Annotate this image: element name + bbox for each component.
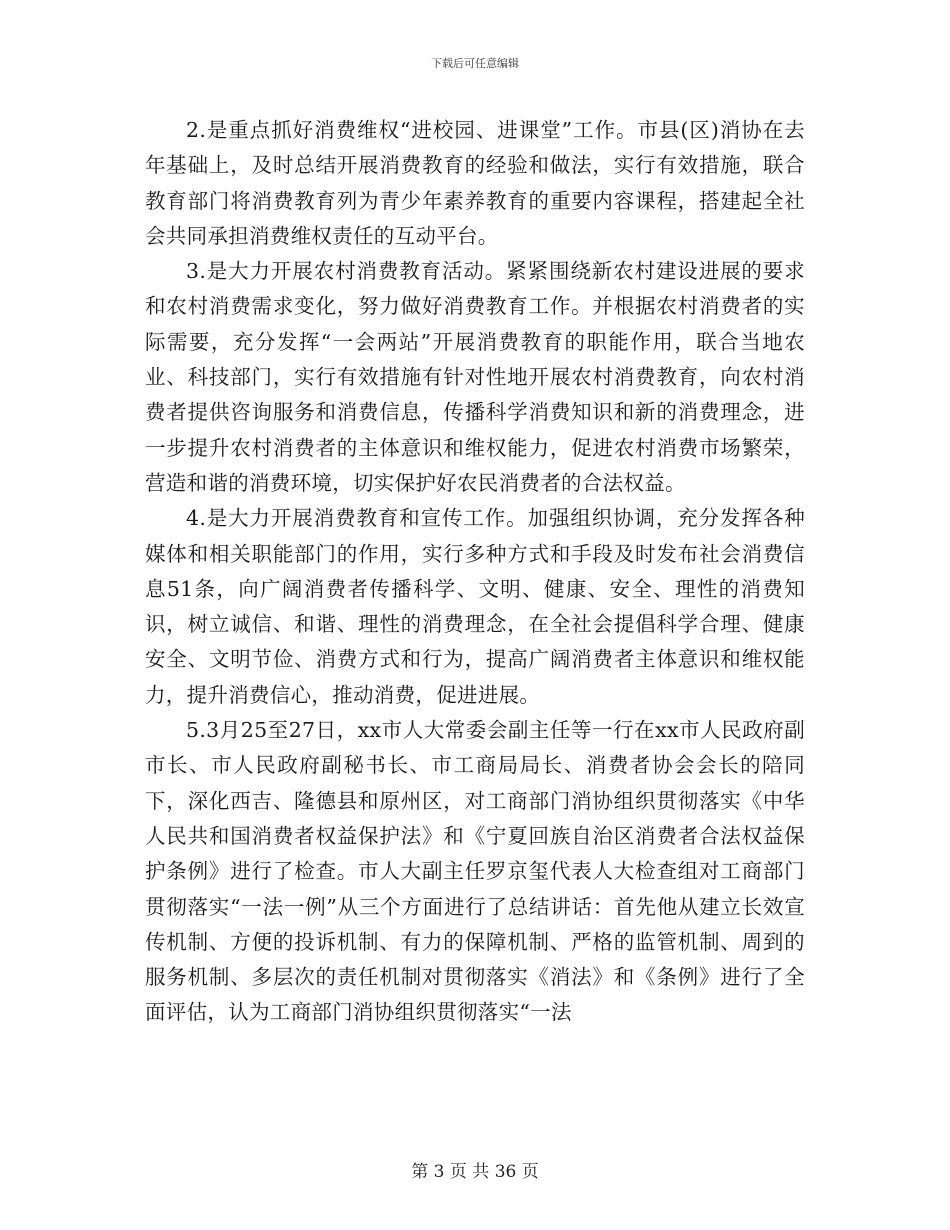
header-note: 下载后可任意编辑	[431, 57, 519, 70]
paragraph-item-5: 5.3月25至27日，xx市人大常委会副主任等一行在xx市人民政府副市长、市人民政府副秘书长、市工商局局长、消费者协会会长的陪同下，深化西吉、隆德县和原州区，对工商部门消协组织贯彻落实《中华人民共和国消费者权益保护法》和《宁夏回族自治区消费者合法权益保护条例》进行了检查。市人大副主任罗京玺代表人大检查组对工商部门贯彻落实“一法一例”从三个方面进行了总结讲话：首先他从建立长效宣传机制、方便的投诉机制、有力的保障机制、严格的监管机制、周到的服务机制、多层次的责任机制对贯彻落实《消法》和《条例》进行了全面评估，认为工商部门消协组织贯彻落实“一法	[145, 718, 805, 1025]
page-number: 第 3 页 共 36 页	[411, 1162, 539, 1182]
document-body	[145, 113, 805, 1031]
paragraph-item-3: 3.是大力开展农村消费教育活动。紧紧围绕新农村建设进展的要求和农村消费需求变化，努力做好消费教育工作。并根据农村消费者的实际需要，充分发挥“一会两站”开展消费教育的职能作用，联合当地农业、科技部门，实行有效措施有针对性地开展农村消费教育，向农村消费者提供咨询服务和消费信息，传播科学消费知识和新的消费理念，进一步提升农村消费者的主体意识和维权能力，促进农村消费市场繁荣，营造和谐的消费环境，切实保护好农民消费者的合法权益。	[145, 259, 805, 495]
paragraph-item-4: 4.是大力开展消费教育和宣传工作。加强组织协调，充分发挥各种媒体和相关职能部门的作用，实行多种方式和手段及时发布社会消费信息51条，向广阔消费者传播科学、文明、健康、安全、理性的消费知识，树立诚信、和谐、理性的消费理念，在全社会提倡科学合理、健康安全、文明节俭、消费方式和行为，提高广阔消费者主体意识和维权能力，提升消费信心，推动消费，促进进展。	[145, 506, 805, 707]
paragraph-item-2: 2.是重点抓好消费维权“进校园、进课堂”工作。市县(区)消协在去年基础上，及时总结开展消费教育的经验和做法，实行有效措施，联合教育部门将消费教育列为青少年素养教育的重要内容课程，搭建起全社会共同承担消费维权责任的互动平台。	[145, 118, 805, 248]
